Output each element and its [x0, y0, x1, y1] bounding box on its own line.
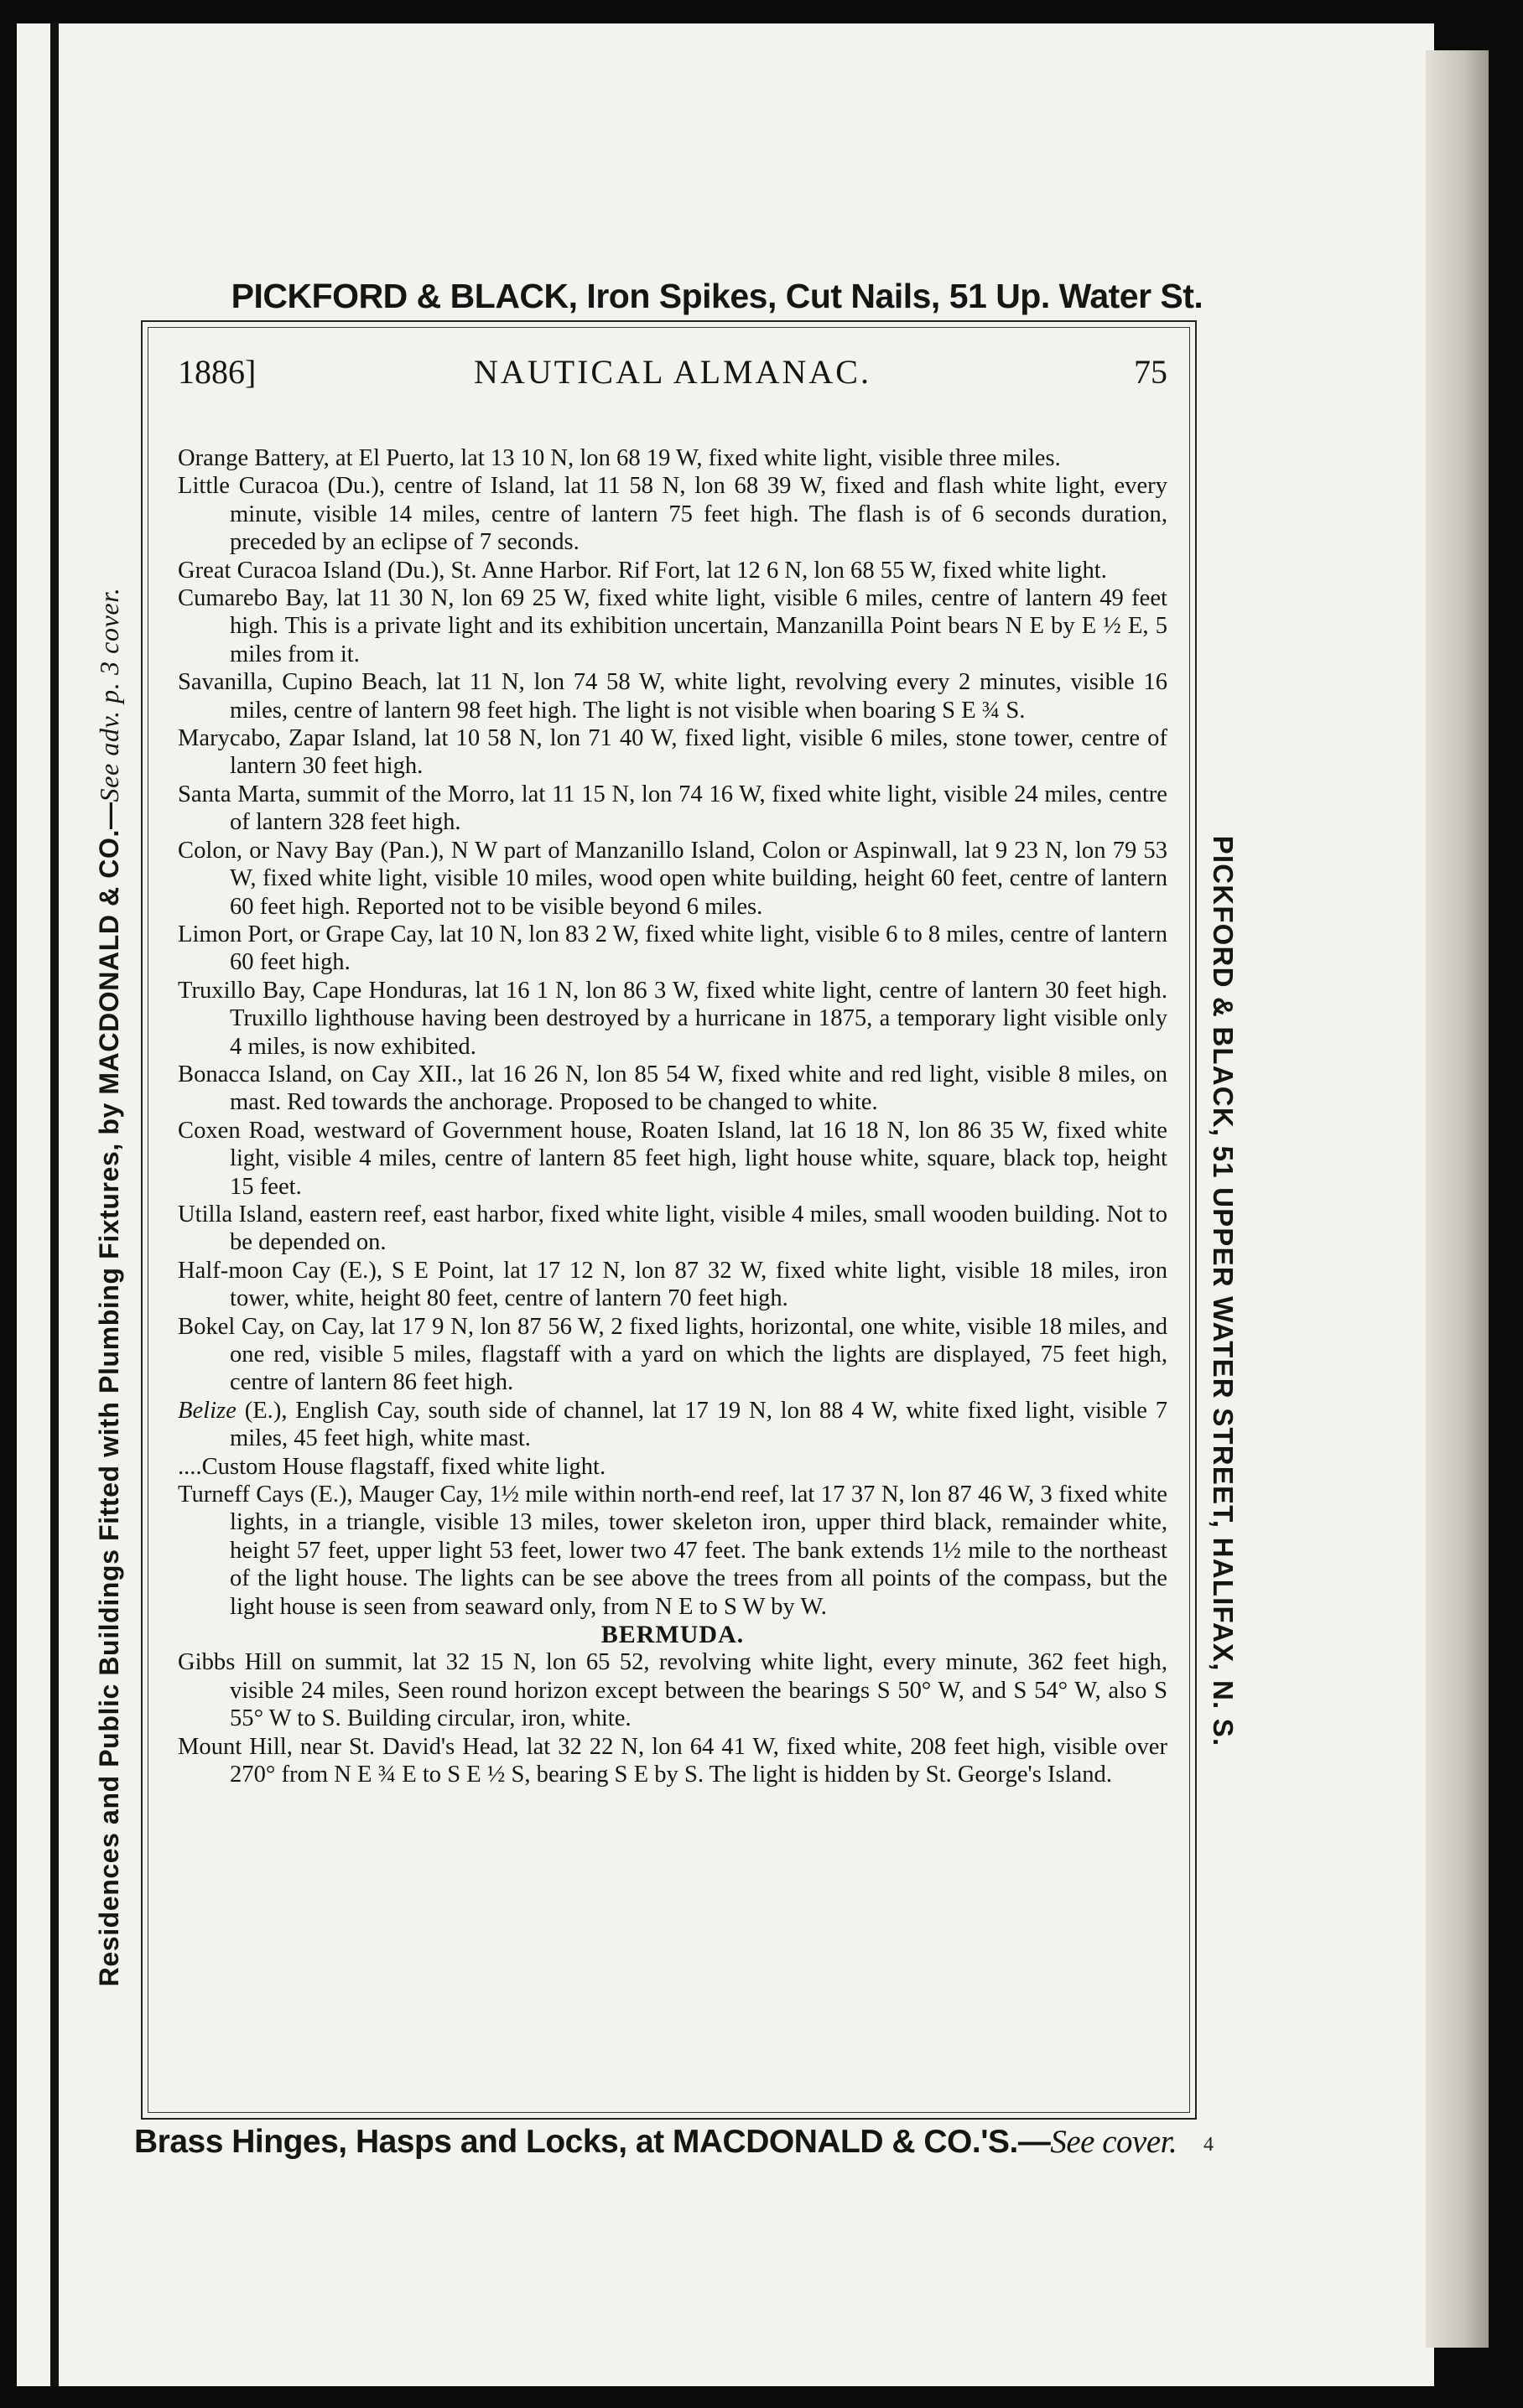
belize-name: Belize: [178, 1397, 237, 1424]
entry: Mount Hill, near St. David's Head, lat 32 22 N, lon 64 41 W, fixed white, 208 feet high, visible over 270° from N E ¾ E to S E ½ S, bearing S E by S. The light is hidden by St. George's Island.: [178, 1733, 1167, 1788]
left-ad-see: See adv. p. 3 cover.: [94, 587, 124, 802]
entry: Savanilla, Cupino Beach, lat 11 N, lon 74 58 W, white light, revolving every 2 minutes, visible 16 miles, centre of lantern 98 feet high. The light is not visible when boaring S E ¾ S.: [178, 669, 1167, 724]
entry: Limon Port, or Grape Cay, lat 10 N, lon 83 2 W, fixed white light, visible 6 to 8 miles, centre of lantern 60 feet high.: [178, 921, 1167, 976]
book-spine: [50, 23, 59, 2386]
entry: Gibbs Hill on summit, lat 32 15 N, lon 65 52, revolving white light, every minute, 362 feet high, visible 24 miles, Seen round horizon except between the bearings S 50° W, and S 54° W, also S 55° W to S. Building circular, iron, white.: [178, 1649, 1167, 1732]
entry: Truxillo Bay, Cape Honduras, lat 16 1 N, lon 86 3 W, fixed white light, centre of lantern 30 feet high. Truxillo lighthouse having been destroyed by a hurricane in 1875, a temporary light visible only 4 miles, is now exhibited.: [178, 977, 1167, 1060]
page-number: 75: [1134, 353, 1167, 391]
section-heading-bermuda: BERMUDA.: [600, 1621, 745, 1649]
entry: Marycabo, Zapar Island, lat 10 58 N, lon 71 40 W, fixed light, visible 6 miles, stone tower, centre of lantern 30 feet high.: [178, 725, 1167, 780]
entry: Half-moon Cay (E.), S E Point, lat 17 12 N, lon 87 32 W, fixed white light, visible 18 miles, iron tower, white, height 80 feet, centre of lantern 70 feet high.: [178, 1257, 1167, 1312]
running-header: [178, 352, 1167, 402]
header-title: NAUTICAL ALMANAC.: [474, 353, 871, 391]
margin-mark: 4: [1203, 2134, 1214, 2156]
entry: Bonacca Island, on Cay XII., lat 16 26 N, lon 85 54 W, fixed white and red light, visible 8 miles, on mast. Red towards the anchorage. Proposed to be changed to white.: [178, 1061, 1167, 1116]
header-year: 1886]: [178, 353, 257, 391]
right-advertisement: PICKFORD & BLACK, 51 UPPER WATER STREET, HALIFAX, N. S.: [1208, 835, 1239, 1747]
entry: Colon, or Navy Bay (Pan.), N W part of Manzanillo Island, Colon or Aspinwall, lat 9 23 N, lon 79 53 W, fixed white light, visible 10 miles, wood open white building, height 60 feet, centre of lantern 60 feet high. Reported not to be visible beyond 6 miles.: [178, 837, 1167, 920]
entry-belize: [178, 1397, 1167, 1453]
entry: Coxen Road, westward of Government house, Roaten Island, lat 16 18 N, lon 86 35 W, fixed white light, visible 4 miles, centre of lantern 85 feet high, light house white, square, black top, height 15 feet.: [178, 1117, 1167, 1200]
left-ad-main: Residences and Public Buildings Fitted with Plumbing Fixtures, by MACDONALD & CO.—: [94, 802, 124, 1987]
belize-text: (E.), English Cay, south side of channel, lat 17 19 N, lon 88 4 W, white fixed light, visible 7 miles, 45 feet high, white mast.: [230, 1397, 1167, 1452]
entry: Little Curacoa (Du.), centre of Island, lat 11 58 N, lon 68 39 W, fixed and flash white light, every minute, visible 14 miles, centre of lantern 75 feet high. The flash is of 6 seconds duration, preceded by an eclipse of 7 seconds.: [178, 473, 1167, 556]
entry: Great Curacoa Island (Du.), St. Anne Harbor. Rif Fort, lat 12 6 N, lon 68 55 W, fixed white light.: [178, 557, 1107, 584]
entry: Bokel Cay, on Cay, lat 17 9 N, lon 87 56 W, 2 fixed lights, horizontal, one white, visible 18 miles, and one red, visible 5 miles, flagstaff with a yard on which the lights are displayed, 75 feet high, centre of lantern 86 feet high.: [178, 1313, 1167, 1396]
page-edge: [1426, 50, 1489, 2348]
entry: Cumarebo Bay, lat 11 30 N, lon 69 25 W, fixed white light, visible 6 miles, centre of lantern 49 feet high. This is a private light and its exhibition uncertain, Manzanilla Point bears N E by E ½ E, 5 miles from it.: [178, 585, 1167, 667]
lighthouse-list: [178, 444, 1167, 1789]
top-advertisement: PICKFORD & BLACK, Iron Spikes, Cut Nails, 51 Up. Water St.: [231, 277, 1203, 315]
bottom-ad-main: Brass Hinges, Hasps and Locks, at MACDONALD & CO.'S.—: [134, 2124, 1051, 2160]
bottom-advertisement: [134, 2123, 1183, 2161]
entry: Turneff Cays (E.), Mauger Cay, 1½ mile within north-end reef, lat 17 37 N, lon 87 46 W, 3 fixed white lights, in a triangle, visible 13 miles, tower skeleton iron, upper third black, remainder white, height 57 feet, upper light 53 feet, lower two 47 feet. The bank extends 1½ mile to the northeast of the light house. The lights can be see above the trees from all points of the compass, but the light house is seen from seaward only, from N E to S W by W.: [178, 1482, 1167, 1620]
left-advertisement: [88, 381, 130, 2193]
bottom-ad-see: See cover.: [1050, 2124, 1177, 2160]
entry: Santa Marta, summit of the Morro, lat 11 15 N, lon 74 16 W, fixed white light, visible 24 miles, centre of lantern 328 feet high.: [178, 781, 1167, 836]
entry: ....Custom House flagstaff, fixed white light.: [178, 1453, 606, 1480]
entry: Utilla Island, eastern reef, east harbor, fixed white light, visible 4 miles, small wooden building. Not to be depended on.: [178, 1201, 1167, 1256]
entry: Orange Battery, at El Puerto, lat 13 10 N, lon 68 19 W, fixed white light, visible three miles.: [178, 445, 1061, 471]
